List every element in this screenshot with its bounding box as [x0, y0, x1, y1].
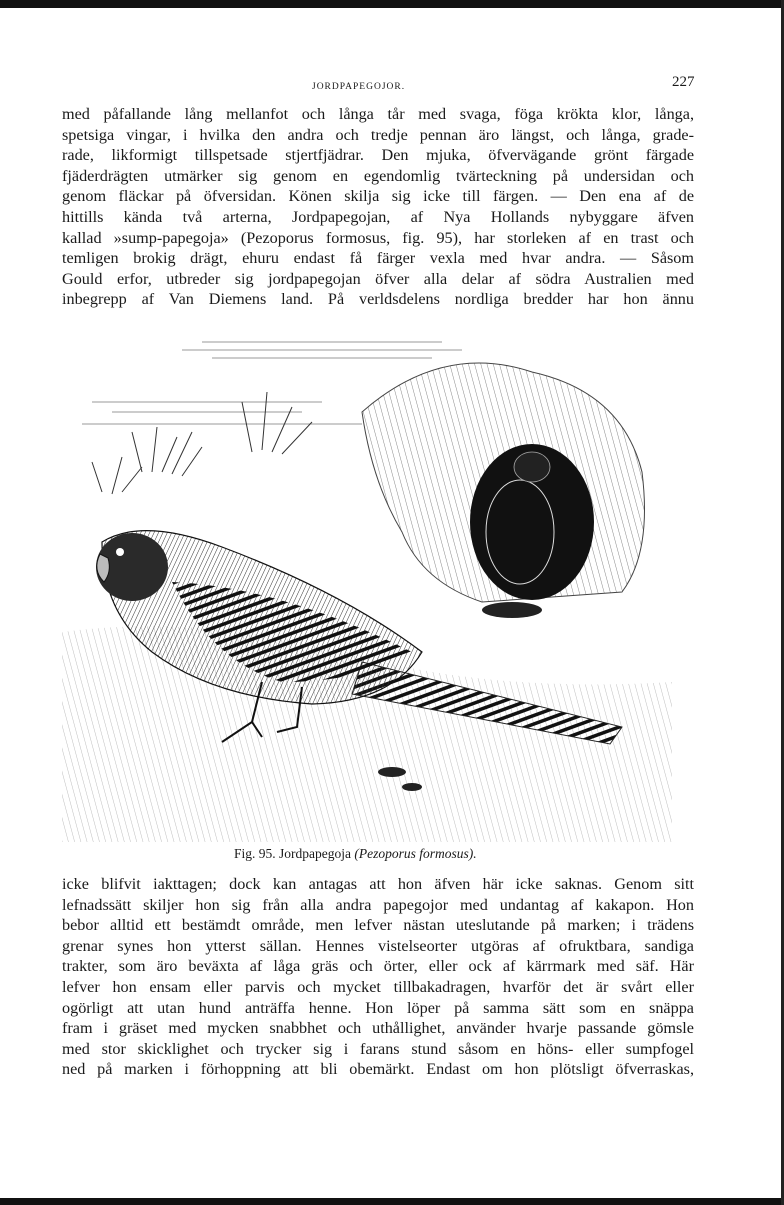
figure-species: (Pezoporus formosus).: [354, 846, 477, 861]
text-line: lefnadssätt skiljer hon sig från alla andra papegojor med undantag af kakapon. Hon: [62, 895, 694, 914]
text-line: grenar synes hon ytterst sällan. Hennes vistelseorter utgöras af ofruktbara, sandiga: [62, 936, 694, 955]
paragraph-top: [62, 104, 694, 310]
text-line: med påfallande lång mellanfot och långa tår med svaga, föga krökta klor, långa,: [62, 105, 694, 123]
figure-title: Jordpapegoja: [279, 846, 351, 861]
text-line: ogörligt att utan hund anträffa henne. Hon löper på samma sätt som en snäppa: [62, 998, 694, 1017]
text-line: spetsiga vingar, i hvilka den andra och tredje pennan äro längst, och långa, grade-: [62, 125, 694, 144]
burrow-parrot-head: [514, 452, 550, 482]
text-line: temligen brokig drägt, ehuru endast få färger vexla med hvar andra. — Såsom: [62, 249, 694, 268]
parrot-eye: [116, 548, 124, 556]
figure-illustration: [62, 332, 672, 842]
text-line: fjäderdrägten utmärker sig genom en egendomlig tvärteckning på undersidan och: [62, 166, 694, 185]
text-line: trakter, som äro beväxta af låga gräs och örter, eller ock af kärrmark med säf. Här: [62, 957, 694, 976]
paragraph-bottom: [62, 874, 694, 1080]
ground-parrot-engraving: [62, 332, 672, 842]
grass-tufts: [92, 392, 312, 494]
text-line: icke blifvit iakttagen; dock kan antagas att hon äfven här icke saknas. Genom sitt: [62, 875, 694, 893]
page-edge-bottom: [0, 1198, 784, 1205]
text-line: hittills kända två arterna, Jordpapegojan, af Nya Hollands nybyggare äfven: [62, 207, 694, 226]
page-number: 227: [672, 74, 695, 90]
text-line: inbegrepp af Van Diemens land. På verldsdelens nordliga bredder har hon ännu: [62, 290, 694, 309]
figure-caption: [234, 846, 477, 862]
text-line: med stor skicklighet och trycker sig i farans stund såsom en höns- eller sumpfogel: [62, 1039, 694, 1058]
parrot-in-burrow: [486, 480, 554, 584]
text-line: bebor alltid ett bestämdt område, men lefver nästan uteslutande på marken; i trädens: [62, 916, 694, 935]
figure-label: Fig. 95.: [234, 846, 276, 861]
running-head: JORDPAPEGOJOR.: [312, 82, 406, 92]
text-line: Gould erfor, utbreder sig jordpapegojan öfver alla delar af södra Australien med: [62, 269, 694, 288]
text-line: kallad »sump-papegoja» (Pezoporus formosus, fig. 95), har storleken af en trast och: [62, 228, 694, 247]
text-line: rade, likformigt tillspetsade stjertfjädrar. Den mjuka, öfvervägande grönt färgade: [62, 146, 694, 165]
text-line: ned på marken i förhoppning att bli obemärkt. Endast om hon plötsligt öfverraskas,: [62, 1060, 694, 1079]
text-line: fram i gräset med mycken snabbhet och uthållighet, använder hvarje passande gömsle: [62, 1019, 694, 1038]
page-edge-top: [0, 0, 784, 8]
text-line: lefver hon ensam eller parvis och mycket tillbakadragen, hvarför det är svårt eller: [62, 977, 694, 996]
text-line: genom fläckar på öfversidan. Könen skilja sig icke till färgen. — Den ena af de: [62, 187, 694, 206]
